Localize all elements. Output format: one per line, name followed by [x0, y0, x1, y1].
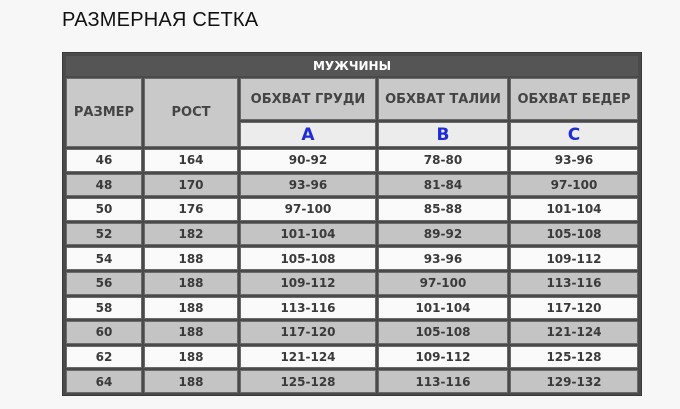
- letter-hips: C: [510, 122, 638, 147]
- letter-waist: B: [378, 122, 508, 147]
- size-chart-table: [62, 52, 642, 396]
- cell-size: 50: [66, 198, 142, 221]
- cell-height: 188: [144, 247, 238, 270]
- table-banner: МУЖЧИНЫ: [66, 56, 638, 76]
- cell-waist: 101-104: [378, 297, 508, 320]
- cell-height: 188: [144, 346, 238, 369]
- cell-waist: 78-80: [378, 149, 508, 172]
- cell-hips: 113-116: [510, 272, 638, 295]
- header-waist: ОБХВАТ ТАЛИИ: [378, 78, 508, 120]
- header-size: РАЗМЕР: [66, 78, 142, 147]
- cell-hips: 129-132: [510, 370, 638, 393]
- cell-waist: 93-96: [378, 247, 508, 270]
- cell-hips: 125-128: [510, 346, 638, 369]
- cell-waist: 105-108: [378, 321, 508, 344]
- cell-size: 58: [66, 297, 142, 320]
- cell-size: 54: [66, 247, 142, 270]
- cell-chest: 121-124: [240, 346, 376, 369]
- cell-hips: 121-124: [510, 321, 638, 344]
- letter-chest: A: [240, 122, 376, 147]
- cell-size: 56: [66, 272, 142, 295]
- cell-height: 188: [144, 272, 238, 295]
- cell-chest: 97-100: [240, 198, 376, 221]
- cell-height: 176: [144, 198, 238, 221]
- cell-chest: 125-128: [240, 370, 376, 393]
- cell-hips: 93-96: [510, 149, 638, 172]
- cell-size: 60: [66, 321, 142, 344]
- cell-height: 170: [144, 174, 238, 197]
- cell-size: 64: [66, 370, 142, 393]
- cell-chest: 113-116: [240, 297, 376, 320]
- cell-hips: 101-104: [510, 198, 638, 221]
- cell-waist: 97-100: [378, 272, 508, 295]
- cell-waist: 109-112: [378, 346, 508, 369]
- header-hips: ОБХВАТ БЕДЕР: [510, 78, 638, 120]
- cell-height: 188: [144, 321, 238, 344]
- cell-waist: 85-88: [378, 198, 508, 221]
- cell-hips: 109-112: [510, 247, 638, 270]
- cell-waist: 89-92: [378, 223, 508, 246]
- cell-chest: 117-120: [240, 321, 376, 344]
- cell-waist: 81-84: [378, 174, 508, 197]
- cell-chest: 93-96: [240, 174, 376, 197]
- cell-size: 46: [66, 149, 142, 172]
- page-title: РАЗМЕРНАЯ СЕТКА: [62, 9, 259, 31]
- cell-height: 188: [144, 297, 238, 320]
- header-chest: ОБХВАТ ГРУДИ: [240, 78, 376, 120]
- cell-waist: 113-116: [378, 370, 508, 393]
- cell-hips: 105-108: [510, 223, 638, 246]
- header-height: РОСТ: [144, 78, 238, 147]
- cell-chest: 105-108: [240, 247, 376, 270]
- cell-height: 188: [144, 370, 238, 393]
- cell-size: 52: [66, 223, 142, 246]
- cell-chest: 101-104: [240, 223, 376, 246]
- cell-hips: 97-100: [510, 174, 638, 197]
- cell-hips: 117-120: [510, 297, 638, 320]
- cell-size: 62: [66, 346, 142, 369]
- cell-height: 182: [144, 223, 238, 246]
- cell-size: 48: [66, 174, 142, 197]
- cell-height: 164: [144, 149, 238, 172]
- cell-chest: 109-112: [240, 272, 376, 295]
- cell-chest: 90-92: [240, 149, 376, 172]
